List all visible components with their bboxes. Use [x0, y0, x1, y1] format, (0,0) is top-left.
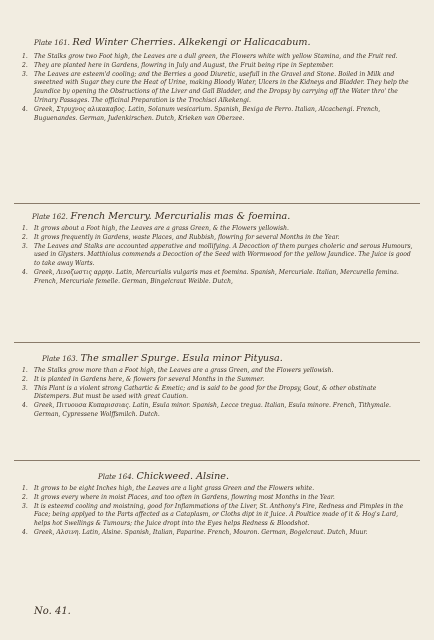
plate-heading: [34, 36, 414, 49]
page-number: No. 41.: [34, 606, 71, 617]
section-divider: [14, 460, 420, 461]
entry-text: It grows every where in moist Places, and too often in Gardens, flowring most Months in the Year.: [34, 493, 335, 501]
plate-number: Plate 163.: [42, 355, 78, 363]
entry: [22, 494, 414, 503]
entry-number: 3.: [22, 384, 28, 392]
plate-heading: [42, 352, 414, 365]
entry: [22, 106, 414, 124]
entry-number: 4.: [22, 268, 28, 276]
plate-title: Chickweed. Alsine.: [136, 471, 230, 482]
plate-162-section: [0, 210, 434, 287]
entry-text: The Leaves and Stalks are accounted apperative and mollifying. A Decoction of them purges choleric and serous Humours, used in Glysters. Matthiolus commends a Decoction of the Seed with Wormwood for the yellow Jaundice. The Juice is good to take away Warts.: [34, 242, 413, 268]
entry-number: 4.: [22, 402, 28, 410]
entry: [22, 269, 414, 287]
entry-number: 4.: [22, 105, 28, 113]
section-divider: [14, 342, 420, 343]
section-divider: [14, 203, 420, 204]
entry-text: This Plant is a violent strong Cathartic & Emetic; and is said to be good for the Dropsy, Gout, & other obstinate Distempers. But must be used with great Caution.: [34, 384, 377, 401]
entry-text: It is planted in Gardens here, & flowers for several Months in the Summer.: [34, 375, 265, 383]
entry-text: It grows to be eight Inches high, the Leaves are a light grass Green and the Flowers white.: [34, 485, 315, 492]
entry: [22, 503, 414, 529]
entry-number: 1.: [22, 367, 28, 374]
entry-text: It grows frequently in Gardens, waste Places, and Rubbish, flowring for several Months in the Year.: [34, 233, 340, 241]
entry-number: 2.: [22, 375, 28, 383]
plate-title: The smaller Spurge. Esula minor Pityusa.: [80, 353, 283, 364]
entry-number: 1.: [22, 53, 28, 60]
entry-number: 2.: [22, 493, 28, 501]
plate-number: Plate 164.: [98, 473, 134, 481]
entry: [22, 225, 414, 234]
plate-161-section: [0, 36, 434, 123]
entry-text: Greek, Λινοζωστις αρρην. Latin, Mercurialis vulgaris mas et foemina. Spanish, Mercuriale. Italian, Mercurella femina. French, Mercuriale femelle. German, Bingelcraut Weible. Dutch,: [34, 268, 399, 285]
entry-number: 3.: [22, 70, 28, 78]
entry-number: 2.: [22, 233, 28, 241]
plate-heading: [98, 470, 414, 483]
entry-number: 1.: [22, 225, 28, 232]
entry-text: The Stalks grow two Foot high, the Leaves are a dull green, the Flowers white with yellow Stamina, and the Fruit red.: [34, 53, 398, 60]
plate-title: French Mercury. Mercurialis mas & foemina.: [70, 211, 291, 222]
plate-number: Plate 162.: [32, 213, 68, 221]
entry-text: It is esteemd cooling and moistning, good for Inflammations of the Liver, St. Anthony's Fire, Redness and Pimples in the Face; being applyed to the Parts affected as a Cataplasm, or Cloths dipt in it Juice. A Poultice made of it & Hog's Lard, helps hot Swellings & Tumours; the Juice dropt into the Eyes helps Redness & Bloodshot.: [34, 502, 404, 528]
plate-163-section: [0, 352, 434, 420]
entry-number: 2.: [22, 61, 28, 69]
entry-text: Greek, Στρυχνος αλικακαβος. Latin, Solanum vesicarium. Spanish, Bexiga de Perro. Italian, Alcachengi. French, Buguenandes. German, Judenkirschen. Dutch, Krieken van Oberzee.: [34, 105, 381, 122]
entry-text: Greek, Αλσινη. Latin, Alsine. Spanish, Italian, Paparine. French, Mouron. German, Bogelcraut. Dutch, Muur.: [34, 528, 368, 536]
entry: [22, 402, 414, 420]
entry-number: 3.: [22, 502, 28, 510]
entry: [22, 385, 414, 403]
entry: [22, 53, 414, 62]
entry: [22, 367, 414, 376]
entry: [22, 529, 414, 538]
plate-number: Plate 161.: [34, 39, 70, 47]
entry-text: The Leaves are esteem'd cooling; and the Berries a good Diuretic, usefull in the Gravel and Stone. Boiled in Milk and sweetned with Sugar they cure the Heat of Urine, making Bloody Water, Ulcers in the Kidneys and Bladder. They help the Jaundice by opening the Obstructions of the Liver and Gall Bladder, and the Dropsy by carrying off the Water thro' the Urinary Passages. The officinal Preparation is the Trochisci Alkekengi.: [34, 70, 409, 104]
plate-heading: [32, 210, 414, 223]
entry-number: 3.: [22, 242, 28, 250]
plate-164-section: [0, 470, 434, 538]
entry: [22, 62, 414, 71]
entry: [22, 485, 414, 494]
entry: [22, 243, 414, 269]
plate-title: Red Winter Cherries. Alkekengi or Halicacabum.: [72, 37, 311, 48]
entry-number: 1.: [22, 485, 28, 492]
entry-text: Greek, Πιτυουσα Κυπαρισσιας. Latin, Esula minor. Spanish, Lecce tregua. Italian, Esula minore. French, Tithymale. German, Cypressene Wolffsmilch. Dutch.: [34, 402, 391, 418]
entry: [22, 234, 414, 243]
entry-text: It grows about a Foot high, the Leaves are a grass Green, & the Flowers yellowish.: [34, 225, 289, 232]
entry-number: 4.: [22, 528, 28, 536]
entry: [22, 71, 414, 106]
entry: [22, 376, 414, 385]
entry-text: The Stalks grow more than a Foot high, the Leaves are a grass Green, and the Flowers yellowish.: [34, 367, 334, 374]
entry-text: They are planted here in Gardens, flowring in July and August, the Fruit being ripe in September.: [34, 61, 334, 69]
